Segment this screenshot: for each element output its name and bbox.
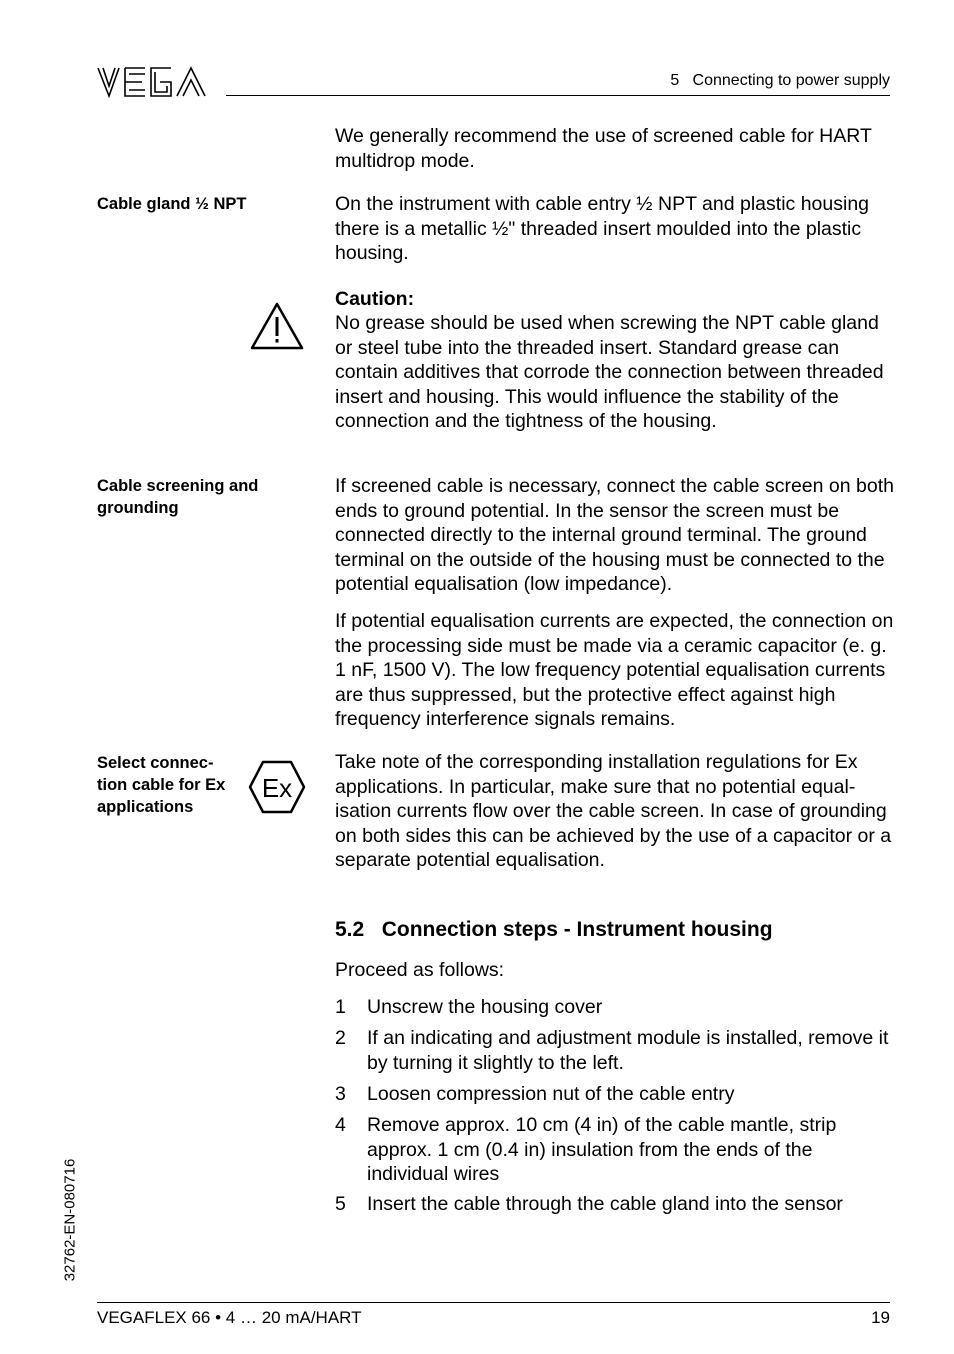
step-number: 2: [335, 1027, 346, 1049]
list-item: [335, 1113, 895, 1187]
list-item: [335, 1192, 895, 1217]
footer-product: VEGAFLEX 66 • 4 … 20 mA/HART: [97, 1308, 362, 1327]
step-number: 3: [335, 1083, 346, 1105]
sidebar-ex-select: Select connec-tion cable for Ex applications: [97, 754, 226, 816]
list-item: [335, 995, 895, 1020]
header-rule: [226, 95, 890, 96]
gland-paragraph: On the instrument with cable entry ½ NPT and plastic housing there is a metallic ½" threaded insert moulded into the plastic housing.: [335, 193, 870, 264]
document-id: 32762-EN-080716: [61, 1158, 79, 1282]
step-text: Unscrew the housing cover: [367, 996, 603, 1018]
intro-paragraph: We generally recommend the use of screened cable for HART multidrop mode.: [335, 125, 872, 172]
caution-title: Caution:: [335, 288, 415, 310]
step-number: 1: [335, 996, 346, 1018]
list-item: [335, 1082, 895, 1107]
ex-paragraph: Take note of the corresponding installation regulations for Ex applications. In particular, make sure that no potential equal-isation currents flow over the cable screen. In case of grounding on both sides this can be achieved by the use of a capacitor or a separate potential equalisation.: [335, 751, 892, 871]
section-header: 5 Connecting to power supply: [670, 72, 890, 89]
step-text: Insert the cable through the cable gland into the sensor: [367, 1193, 843, 1215]
screening-paragraph-2: If potential equalisation currents are expected, the connection on the processing side must be made via a ceramic capacitor (e. g. 1 nF, 1500 V). The low frequency potential equalisation currents are thus suppressed, but the protective effect against high frequency interference signals remains.: [335, 610, 894, 730]
step-text: Loosen compression nut of the cable entry: [367, 1083, 735, 1105]
step-number: 4: [335, 1114, 346, 1136]
section-heading: 5.2 Connection steps - Instrument housing: [335, 918, 773, 941]
sidebar-screening: Cable screening and grounding: [97, 477, 259, 517]
page-number: 19: [871, 1308, 890, 1327]
warning-triangle-icon: [250, 302, 304, 350]
proceed-text: Proceed as follows:: [335, 959, 505, 981]
screening-paragraph-1: If screened cable is necessary, connect the cable screen on both ends to ground potential. In the sensor the screen must be connected directly to the internal ground terminal. The ground terminal on the outside of the housing must be connected to the potential equalisation (low impedance).: [335, 475, 894, 595]
ex-symbol-text: Ex: [261, 773, 293, 803]
sidebar-cable-gland: Cable gland ½ NPT: [97, 195, 247, 213]
footer-rule: [97, 1302, 890, 1303]
vega-logo-icon: [97, 66, 213, 98]
list-item: [335, 1026, 895, 1075]
vega-logo: [97, 66, 213, 98]
step-number: 5: [335, 1193, 346, 1215]
step-text: If an indicating and adjustment module is installed, remove it by turning it slightly to the left.: [367, 1027, 889, 1074]
caution-paragraph: No grease should be used when screwing the NPT cable gland or steel tube into the threaded insert. Standard grease can contain additives that corrode the connection between threaded insert and housing. This would influence the stability of the connection and the tightness of the housing.: [335, 312, 884, 432]
ex-hexagon-icon: [248, 760, 306, 814]
step-text: Remove approx. 10 cm (4 in) of the cable mantle, strip approx. 1 cm (0.4 in) insulation from the ends of the individual wires: [367, 1114, 837, 1185]
